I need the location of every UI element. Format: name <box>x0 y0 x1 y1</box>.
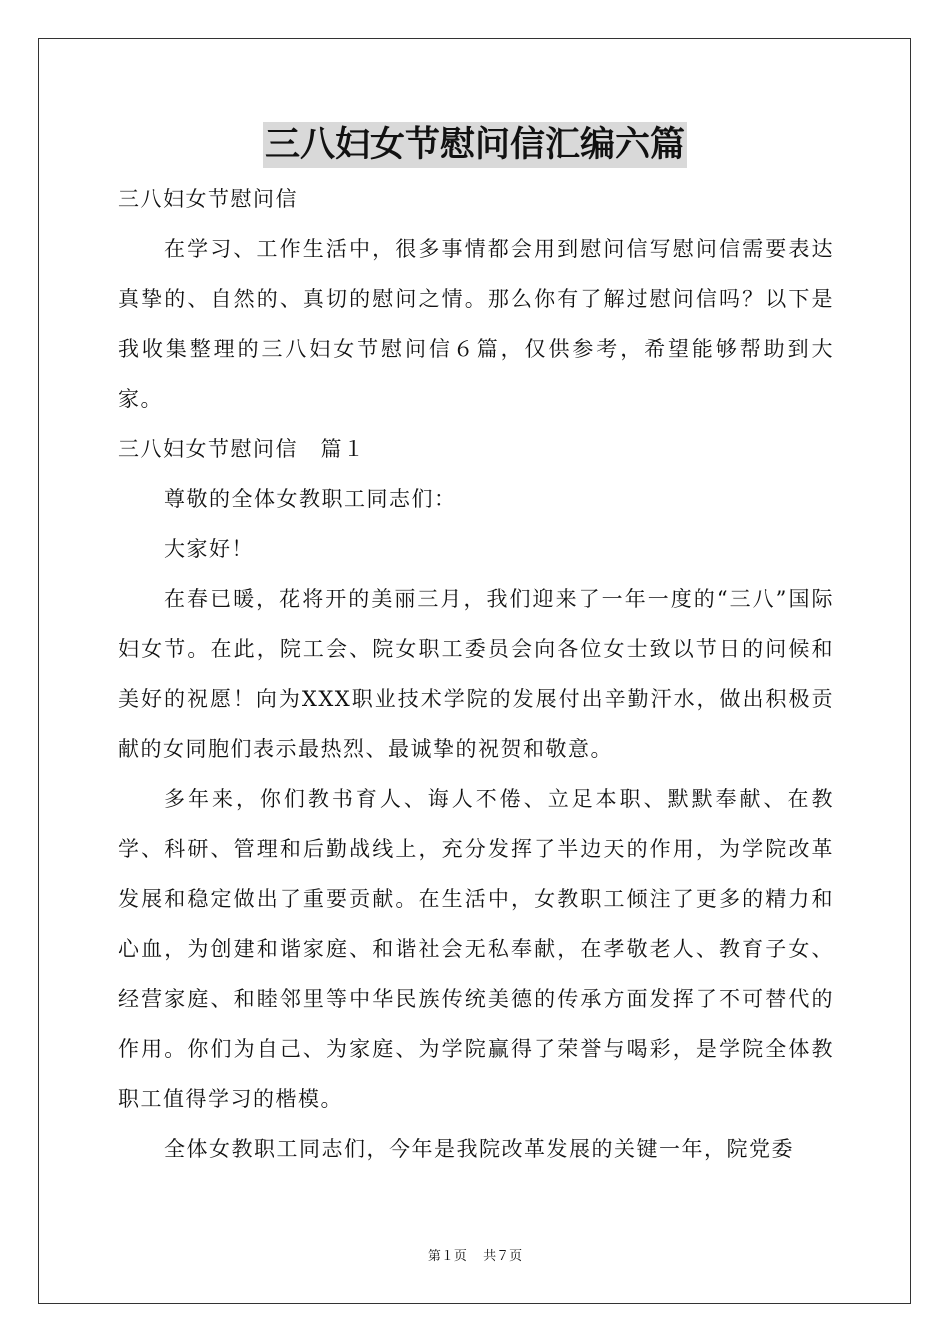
intro-paragraph: 在学习、工作生活中，很多事情都会用到慰问信写慰问信需要表达真挚的、自然的、真切的慰问之情。那么你有了解过慰问信吗？以下是我收集整理的三八妇女节慰问信６篇，仅供参考，希望能够帮助到大家。 <box>118 237 834 411</box>
greeting: 大家好！ <box>164 537 254 561</box>
page-number: 第１页 <box>427 1249 467 1264</box>
body-paragraph: 在春已暖，花将开的美丽三月，我们迎来了一年一度的“三八”国际妇女节。在此，院工会、院女职工委员会向各位女士致以节日的问候和美好的祝愿！向为XXX职业技术学院的发展付出辛勤汗水，做出积极贡献的女同胞们表示最热烈、最诚挚的祝贺和敬意。 <box>118 587 834 761</box>
title-container <box>0 122 950 168</box>
page-footer <box>0 1248 950 1266</box>
body-paragraph: 全体女教职工同志们，今年是我院改革发展的关键一年，院党委 <box>164 1137 794 1161</box>
section-heading: 三八妇女节慰问信 <box>118 187 298 211</box>
document-body <box>118 174 834 1174</box>
document-title: 三八妇女节慰问信汇编六篇 <box>263 122 687 168</box>
salutation: 尊敬的全体女教职工同志们： <box>164 487 457 511</box>
page-total: 共７页 <box>483 1249 523 1264</box>
body-paragraph: 多年来，你们教书育人、诲人不倦、立足本职、默默奉献、在教学、科研、管理和后勤战线上，充分发挥了半边天的作用，为学院改革发展和稳定做出了重要贡献。在生活中，女教职工倾注了更多的精力和心血，为创建和谐家庭、和谐社会无私奉献，在孝敬老人、教育子女、经营家庭、和睦邻里等中华民族传统美德的传承方面发挥了不可替代的作用。你们为自己、为家庭、为学院赢得了荣誉与喝彩，是学院全体教职工值得学习的楷模。 <box>118 787 834 1111</box>
article-heading: 三八妇女节慰问信 篇１ <box>118 437 366 461</box>
